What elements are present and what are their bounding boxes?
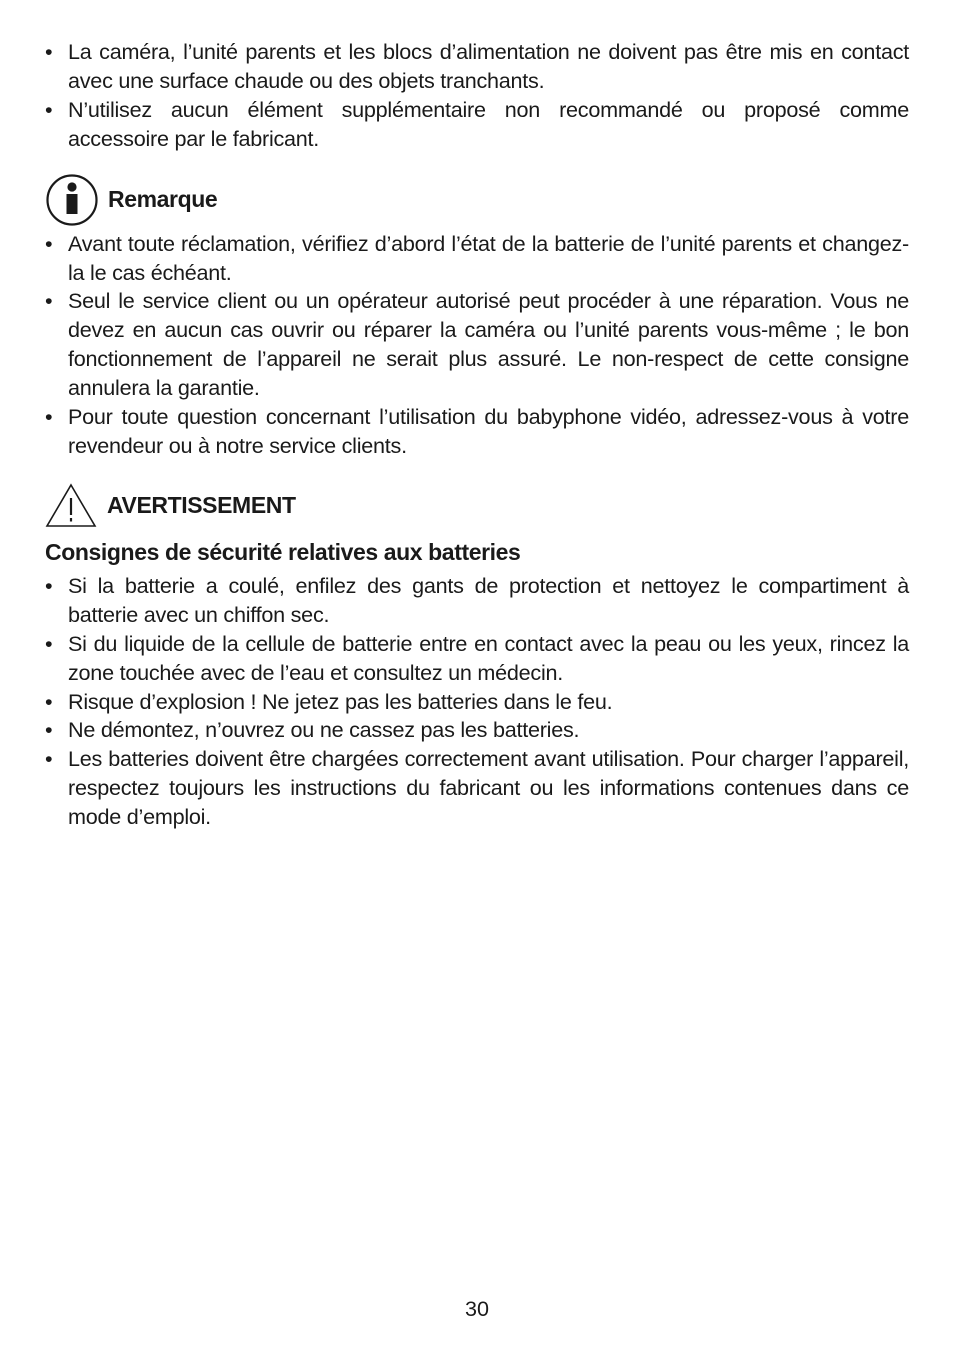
list-item: • Les batteries doivent être chargées correctement avant utilisation. Pour charger l’appareil, respectez toujours les instructions du fabricant ou les informations contenues dans ce mode d’emploi. bbox=[45, 745, 909, 832]
list-item: • N’utilisez aucun élément supplémentaire non recommandé ou proposé comme accessoire par le fabricant. bbox=[45, 96, 909, 154]
list-item: • La caméra, l’unité parents et les blocs d’alimentation ne doivent pas être mis en contact avec une surface chaude ou des objets tranchants. bbox=[45, 38, 909, 96]
section-subtitle: Consignes de sécurité relatives aux batteries bbox=[45, 538, 521, 565]
list-item: • Ne démontez, n’ouvrez ou ne cassez pas les batteries. bbox=[45, 716, 909, 745]
warning-title: AVERTISSEMENT bbox=[107, 492, 296, 519]
warning-triangle-icon bbox=[45, 483, 97, 529]
document-page bbox=[45, 38, 909, 832]
info-icon bbox=[45, 174, 99, 226]
list-item: • Si la batterie a coulé, enfilez des gants de protection et nettoyez le compartiment à batterie avec un chiffon sec. bbox=[45, 572, 909, 630]
remark-heading bbox=[45, 174, 909, 226]
list-item: • Risque d’explosion ! Ne jetez pas les batteries dans le feu. bbox=[45, 688, 909, 717]
list-item: • Avant toute réclamation, vérifiez d’abord l’état de la batterie de l’unité parents et changez-la le cas échéant. bbox=[45, 230, 909, 288]
list-item: • Si du liquide de la cellule de batterie entre en contact avec la peau ou les yeux, rincez la zone touchée avec de l’eau et consultez un médecin. bbox=[45, 630, 909, 688]
list-item: • Pour toute question concernant l’utilisation du babyphone vidéo, adressez-vous à votre revendeur ou à notre service clients. bbox=[45, 403, 909, 461]
warning-heading bbox=[45, 483, 909, 529]
remark-title: Remarque bbox=[108, 186, 218, 213]
page-number: 30 bbox=[464, 1296, 490, 1321]
remark-bullet-list bbox=[45, 230, 909, 461]
list-item: • Seul le service client ou un opérateur autorisé peut procéder à une réparation. Vous ne devez en aucun cas ouvrir ou réparer la caméra ou l’unité parents vous-même ; le bon fonctionnement de l’appareil ne serait plus assuré. Le non-respect de cette consigne annulera la garantie. bbox=[45, 287, 909, 403]
warning-bullet-list bbox=[45, 572, 909, 832]
intro-bullet-list bbox=[45, 38, 909, 154]
